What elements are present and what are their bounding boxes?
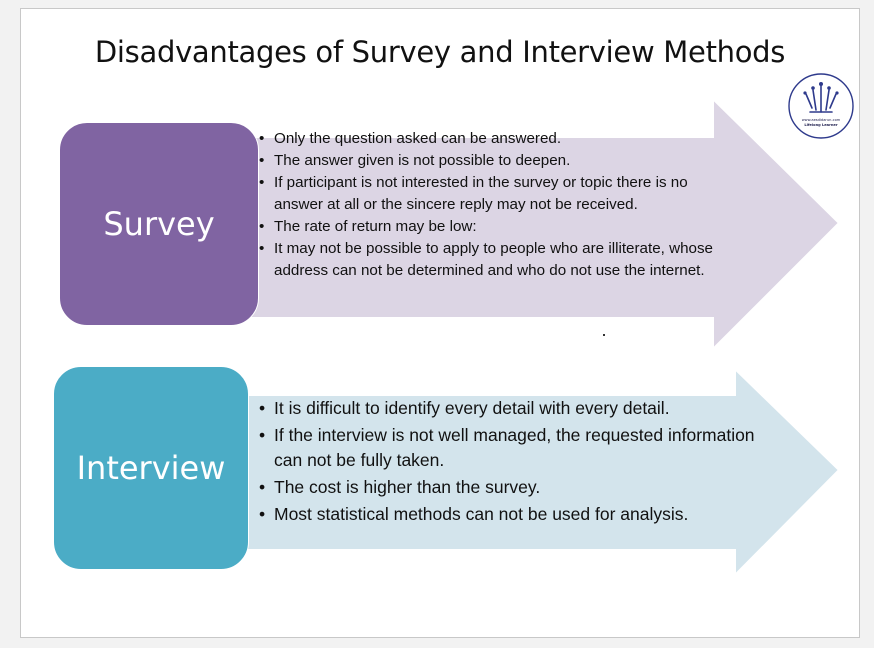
logo-url-text: www.aesdidarun.com xyxy=(801,118,841,122)
survey-label-box xyxy=(59,122,259,326)
survey-points-list xyxy=(259,128,739,282)
stray-dot xyxy=(603,334,605,336)
list-item: • It may not be possible to apply to people who are illiterate, whose address can not be determined and who do not use the internet. xyxy=(259,238,739,282)
slide-canvas xyxy=(20,8,860,638)
logo-tagline-text: Lifelong Learner xyxy=(804,123,838,127)
list-item: • It is difficult to identify every detail with every detail. xyxy=(259,396,759,421)
list-item: • Only the question asked can be answered. xyxy=(259,128,739,150)
interview-label: Interview xyxy=(76,449,226,487)
list-item: • The rate of return may be low: xyxy=(259,216,739,238)
survey-label: Survey xyxy=(103,205,215,243)
list-item: • Most statistical methods can not be used for analysis. xyxy=(259,502,759,527)
list-item: • The answer given is not possible to deepen. xyxy=(259,150,739,172)
list-item: • The cost is higher than the survey. xyxy=(259,475,759,500)
list-item: • If participant is not interested in the survey or topic there is no answer at all or the sincere reply may not be received. xyxy=(259,172,739,216)
slide-title: Disadvantages of Survey and Interview Methods xyxy=(94,35,786,69)
list-item: • If the interview is not well managed, the requested information can not be fully taken. xyxy=(259,423,759,472)
interview-label-box xyxy=(53,366,249,570)
interview-points-list xyxy=(259,396,759,529)
